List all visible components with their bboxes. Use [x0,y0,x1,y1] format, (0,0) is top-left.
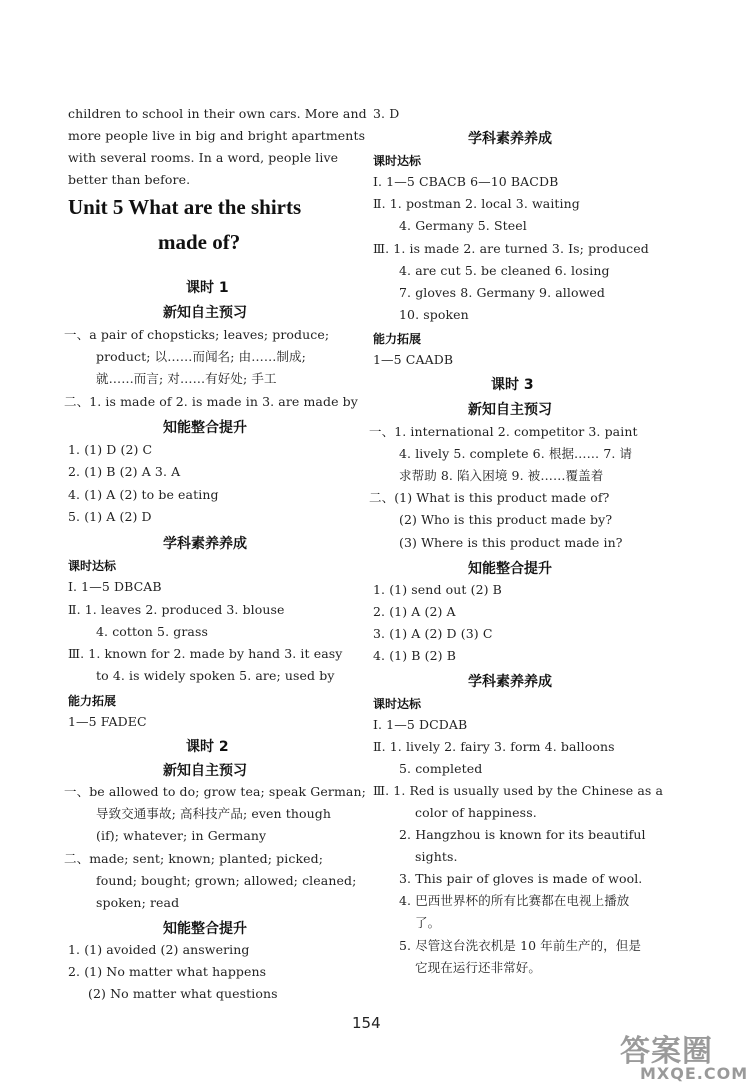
answer-line: Ⅱ. 1. lively 2. fairy 3. form 4. balloons [373,739,615,754]
answer-line: 3. This pair of gloves is made of wool. [399,871,643,886]
watermark-logo: 答案圈 [620,1034,713,1069]
answer-line: 4. (1) B (2) B [373,648,457,663]
answer-line: 4. 巴西世界杯的所有比赛都在电视上播放 [399,893,630,908]
answer-line: 一、1. international 2. competitor 3. paint [369,424,638,439]
answer-line: spoken; read [96,895,180,910]
answer-line: color of happiness. [415,805,537,820]
answer-line: 它现在运行还非常好。 [415,960,542,975]
answer-line: 4. (1) A (2) to be eating [68,487,219,502]
answer-line: product; 以……而闻名; 由……制成; [96,349,306,364]
sub-heading: 课时达标 [373,697,422,711]
lesson-title: 课时 1 [186,280,229,296]
answer-line: 3. (1) A (2) D (3) C [373,626,493,641]
answer-line: Ⅲ. 1. Red is usually used by the Chinese as a [373,783,664,798]
answer-line: 一、be allowed to do; grow tea; speak German; [64,784,366,799]
answer-line: (2) Who is this product made by? [399,512,613,527]
intro-line: with several rooms. In a word, people live [68,150,339,165]
answer-line: Ⅱ. 1. leaves 2. produced 3. blouse [68,602,285,617]
section-heading: 学科素养养成 [468,131,552,147]
answer-line: (2) No matter what questions [88,986,278,1001]
sub-heading: 课时达标 [373,154,422,168]
intro-line: children to school in their own cars. More and [68,106,367,121]
section-heading: 知能整合提升 [163,420,247,436]
answer-line: 1. (1) avoided (2) answering [68,942,250,957]
section-heading: 新知自主预习 [163,305,247,321]
section-heading: 新知自主预习 [163,763,247,779]
answer-line: 1—5 CAADB [373,352,454,367]
answer-line: 求帮助 8. 陷入困境 9. 被……覆盖着 [399,468,604,483]
answer-line: 2. (1) B (2) A 3. A [68,464,181,479]
answer-line: 3. D [373,106,400,121]
answer-line: Ⅰ. 1—5 CBACB 6—10 BACDB [373,174,559,189]
answer-line: 二、1. is made of 2. is made in 3. are made by [64,394,358,409]
answer-line: 2. (1) A (2) A [373,604,456,619]
answer-line: 7. gloves 8. Germany 9. allowed [399,285,605,300]
answer-line: 4. are cut 5. be cleaned 6. losing [399,263,610,278]
section-heading: 新知自主预习 [468,402,552,418]
unit-title: Unit 5 What are the shirts [68,195,302,219]
answer-line: 2. Hangzhou is known for its beautiful [399,827,646,842]
answer-line: 1—5 FADEC [68,714,147,729]
answer-line: 1. (1) D (2) C [68,442,153,457]
sub-heading: 能力拓展 [68,694,117,708]
answer-line: found; bought; grown; allowed; cleaned; [96,873,357,888]
answer-line: 了。 [415,915,441,930]
answer-line: 就……而言; 对……有好处; 手工 [96,371,277,386]
page-number: 154 [352,1014,381,1032]
answer-line: Ⅰ. 1—5 DBCAB [68,579,162,594]
answer-line: sights. [415,849,458,864]
answer-line: to 4. is widely spoken 5. are; used by [96,668,335,683]
answer-line: 2. (1) No matter what happens [68,964,267,979]
answer-line: 5. 尽管这台洗衣机是 10 年前生产的，但是 [399,938,642,953]
answer-line: 5. completed [399,761,483,776]
answer-line: 10. spoken [399,307,469,322]
lesson-title: 课时 3 [491,377,534,393]
intro-line: more people live in big and bright apartments [68,128,366,143]
section-heading: 学科素养养成 [468,674,552,690]
answer-line: (if); whatever; in Germany [96,828,267,843]
answer-line: 5. (1) A (2) D [68,509,152,524]
answer-line: Ⅲ. 1. is made 2. are turned 3. Is; produced [373,241,649,256]
answer-line: 二、made; sent; known; planted; picked; [64,851,324,866]
answer-line: Ⅰ. 1—5 DCDAB [373,717,468,732]
intro-line: better than before. [68,172,191,187]
section-heading: 学科素养养成 [163,536,247,552]
sub-heading: 能力拓展 [373,332,422,346]
answer-line: 导致交通事故; 高科技产品; even though [96,806,332,821]
answer-line: 一、a pair of chopsticks; leaves; produce; [64,327,330,342]
answer-line: 4. cotton 5. grass [96,624,208,639]
answer-line: Ⅲ. 1. known for 2. made by hand 3. it easy [68,646,343,661]
answer-line: 1. (1) send out (2) B [373,582,502,597]
answer-line: 二、(1) What is this product made of? [369,490,610,505]
answer-line: 4. lively 5. complete 6. 根据…… 7. 请 [399,446,633,461]
answer-line: 4. Germany 5. Steel [399,218,527,233]
sub-heading: 课时达标 [68,559,117,573]
watermark-url: MXQE.COM [640,1064,749,1083]
answer-line: Ⅱ. 1. postman 2. local 3. waiting [373,196,580,211]
section-heading: 知能整合提升 [468,561,552,577]
section-heading: 知能整合提升 [163,921,247,937]
lesson-title: 课时 2 [186,739,229,755]
unit-title-cont: made of? [158,230,241,254]
answer-line: (3) Where is this product made in? [399,535,623,550]
